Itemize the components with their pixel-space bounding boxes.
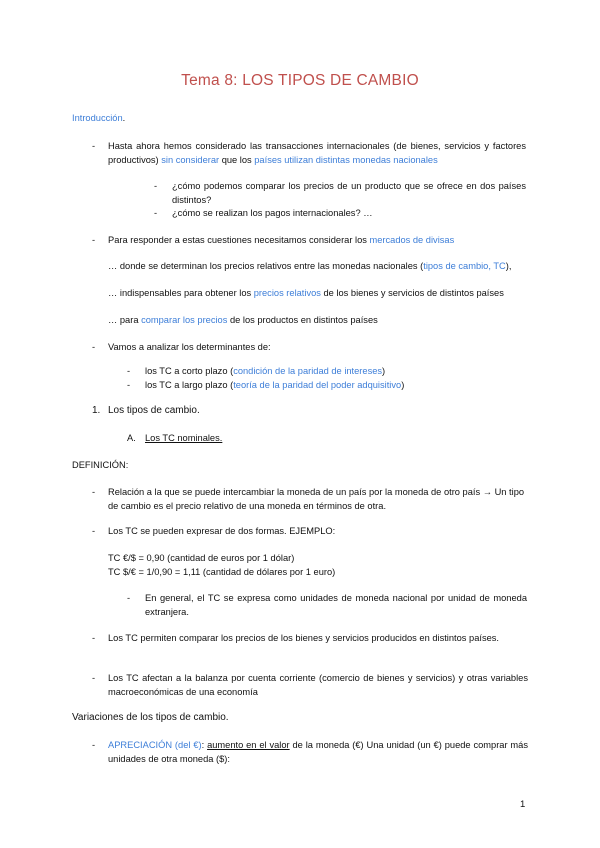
b1-text-b: que los (219, 155, 255, 165)
page-title: Tema 8: LOS TIPOS DE CAMBIO (181, 72, 419, 89)
bullet-dash: - (92, 487, 96, 497)
p2-blue: precios relativos (253, 288, 321, 298)
b2-blue: mercados de divisas (369, 235, 455, 245)
short-term-item (145, 364, 385, 378)
subsection-title (145, 431, 222, 445)
bullet-compare-prices: Los TC permiten comparar los precios de los bienes y servicios producidos en distintos países. (108, 633, 500, 643)
s2-blue: teoría de la paridad del poder adquisitivo (233, 380, 402, 390)
v1-colon: : (201, 740, 208, 750)
p3-text-a: … para (108, 315, 142, 325)
bullet-dash: - (92, 342, 96, 352)
subsection-title-text: Los TC nominales. (145, 433, 223, 443)
bullet-dash: - (92, 633, 96, 643)
para-exchange-rates (108, 259, 526, 273)
question-payments: ¿cómo se realizan los pagos internacionales? … (172, 208, 373, 218)
section-number: 1. (92, 405, 101, 416)
tc-euro-dollar: TC €/$ = 0,90 (cantidad de euros por 1 dólar) (108, 553, 295, 563)
subsection-letter: A. (127, 433, 136, 443)
b1-blue-2: países utilizan distintas monedas nacionales (254, 155, 438, 165)
section-title: Los tipos de cambio. (108, 405, 200, 416)
bullet-transactions (108, 139, 526, 167)
intro-label: Introducción (72, 113, 123, 123)
v1-under: aumento en el valor (207, 740, 290, 750)
tc-dollar-euro: TC $/€ = 1/0,90 = 1,11 (cantidad de dólares por 1 euro) (108, 567, 336, 577)
question-compare-prices: ¿cómo podemos comparar los precios de un producto que se ofrece en dos países distintos? (172, 181, 526, 205)
appreciation-label: APRECIACIÓN (del €) (108, 740, 202, 750)
bullet-current-account: Los TC afectan a la balanza por cuenta corriente (comercio de bienes y servicios) y otras variables macroeconómicas de una economía (108, 673, 528, 697)
s1-text: los TC a corto plazo ( (145, 366, 234, 376)
long-term-item (145, 378, 404, 392)
para-relative-prices (108, 286, 526, 300)
p3-text-b: de los productos en distintos países (227, 315, 378, 325)
s2-text: los TC a largo plazo ( (145, 380, 234, 390)
bullet-dash: - (92, 526, 96, 536)
subbullet-dash: - (127, 380, 131, 390)
p2-text-a: … indispensables para obtener los (108, 288, 254, 298)
bullet-appreciation (108, 738, 528, 766)
para-compare-prices (108, 313, 378, 327)
variations-heading: Variaciones de los tipos de cambio. (72, 712, 229, 723)
bullet-dash: - (92, 235, 96, 245)
p3-blue: comparar los precios (141, 315, 228, 325)
definition-text: Relación a la que se puede intercambiar la moneda de un país por la moneda de otro país → Un tipo de cambio es el precio relativo de una moneda en términos de otra. (108, 487, 525, 511)
bullet-currency-markets (108, 233, 454, 247)
b2-text: Para responder a estas cuestiones necesitamos considerar los (108, 235, 370, 245)
v1-text: de la moneda (€) Una unidad (un €) puede comprar más unidades de otra moneda ($): (108, 740, 528, 764)
subbullet-dash: - (127, 366, 131, 376)
s1-blue: condición de la paridad de intereses (233, 366, 383, 376)
p1-blue: tipos de cambio, TC (423, 261, 506, 271)
intro-dot: . (122, 113, 126, 123)
p1-text-a: … donde se determinan los precios relativos entre las monedas nacionales ( (108, 261, 424, 271)
b1-text-a: Hasta ahora hemos considerado las transacciones internacionales (de bienes, servicios y factores productivos) (108, 141, 526, 165)
p2-text-b: de los bienes y servicios de distintos países (320, 288, 504, 298)
tc-general-note: En general, el TC se expresa como unidades de moneda nacional por unidad de moneda extranjera. (145, 593, 527, 617)
subbullet-dash: - (154, 208, 158, 218)
subbullet-dash: - (127, 593, 131, 603)
definition-heading: DEFINICIÓN: (72, 460, 129, 470)
bullet-dash: - (92, 673, 96, 683)
bullet-two-forms: Los TC se pueden expresar de dos formas. EJEMPLO: (108, 526, 336, 536)
bullet-determinants: Vamos a analizar los determinantes de: (108, 342, 271, 352)
bullet-dash: - (92, 141, 96, 151)
s2-end: ) (401, 380, 405, 390)
bullet-dash: - (92, 740, 96, 750)
b1-blue-1: sin considerar (161, 155, 220, 165)
s1-end: ) (382, 366, 386, 376)
p1-text-b: ), (505, 261, 512, 271)
intro-heading (72, 111, 125, 125)
page-number: 1 (520, 799, 526, 810)
subbullet-dash: - (154, 181, 158, 191)
